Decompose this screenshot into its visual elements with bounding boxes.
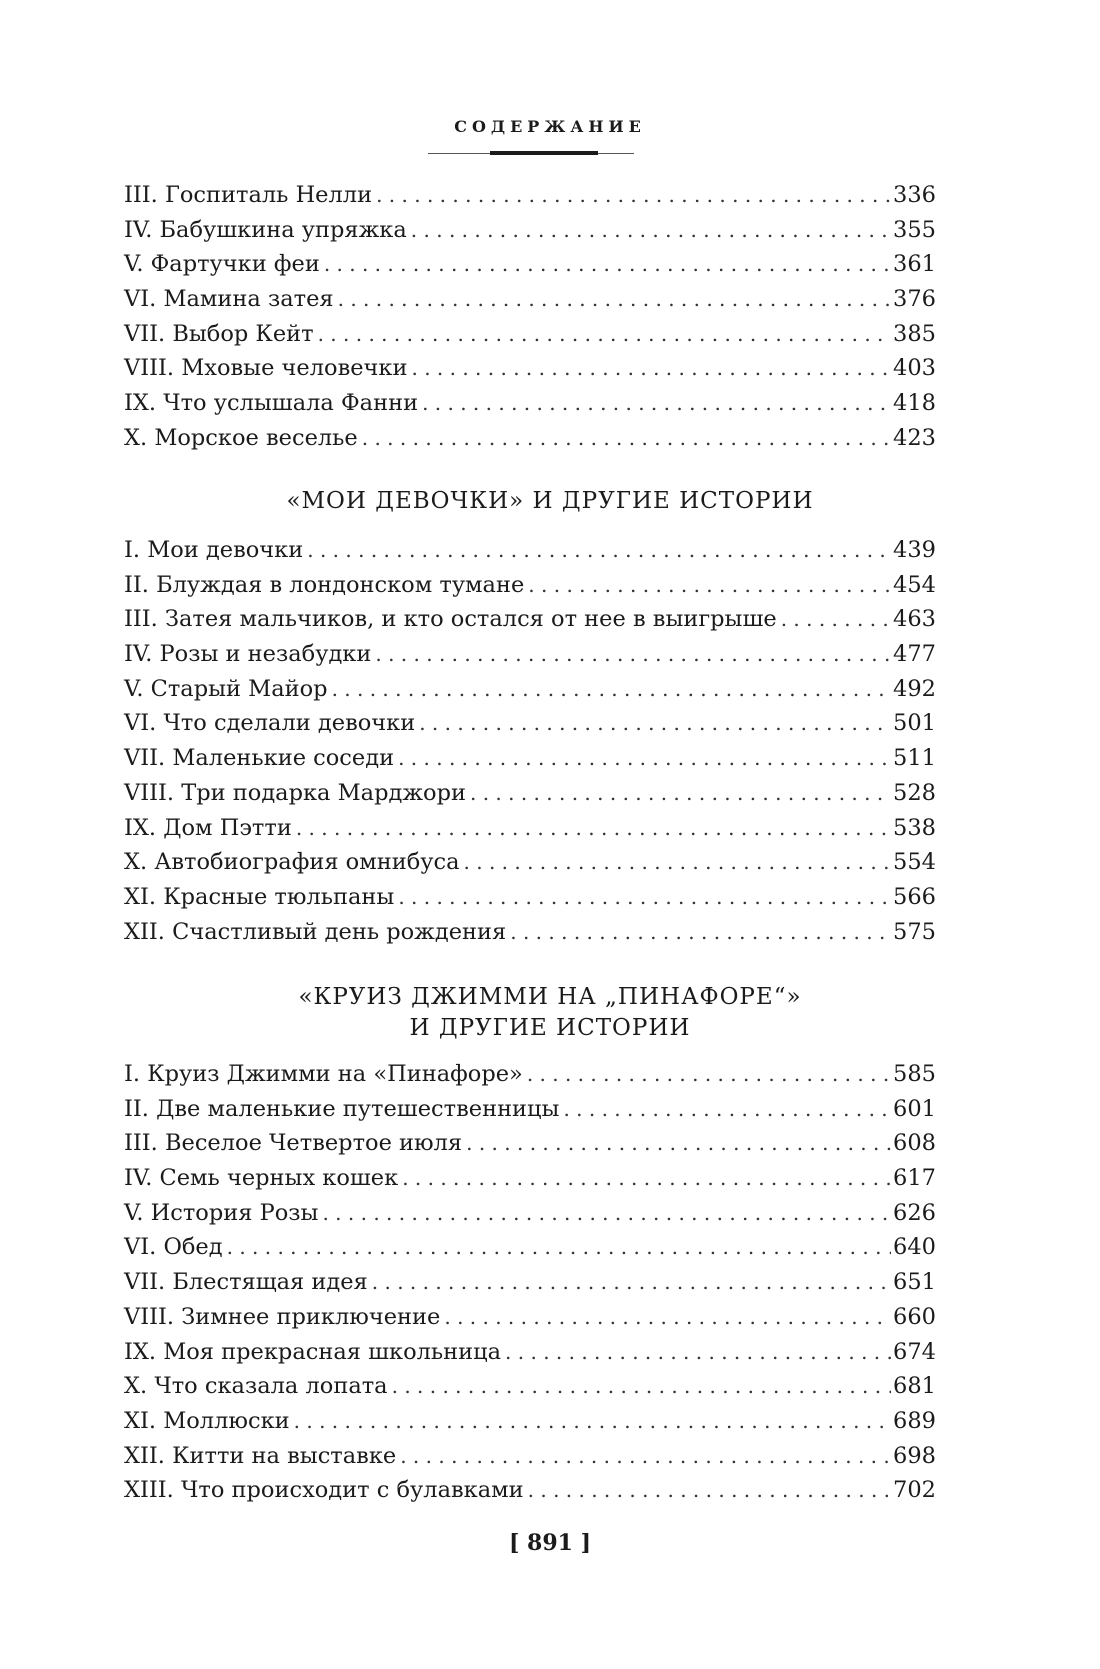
toc-entry-page-number: 376: [893, 286, 936, 313]
toc-entry-page-number: 626: [893, 1199, 936, 1226]
toc-entry: [124, 213, 936, 248]
toc-entry: [124, 880, 936, 915]
toc-dot-leader: [294, 1404, 891, 1439]
toc-entry-title: I. Круиз Джимми на «Пинафоре»: [124, 1061, 523, 1087]
toc-dot-leader: [376, 178, 891, 213]
toc-dot-leader: [296, 811, 891, 846]
toc-entry-title: V. Старый Майор: [124, 675, 328, 702]
section-heading-pinafore-line2: И ДРУГИЕ ИСТОРИИ: [409, 1015, 691, 1041]
toc-dot-leader: [466, 1126, 891, 1161]
toc-entry: [124, 1473, 936, 1508]
running-head: СОДЕРЖАНИЕ: [454, 117, 646, 136]
toc-entry-page-number: 403: [893, 355, 936, 382]
toc-entry-page-number: 511: [893, 745, 936, 772]
toc-entry-title: IV. Розы и незабудки: [124, 641, 372, 668]
toc-entry-title: IX. Моя прекрасная школьница: [124, 1338, 502, 1365]
toc-section-pinafore: [124, 1057, 936, 1508]
toc-dot-leader: [307, 533, 891, 568]
toc-dot-leader: [470, 776, 891, 811]
toc-dot-leader: [464, 845, 892, 880]
toc-entry-title: IX. Дом Пэтти: [124, 814, 292, 841]
toc-entry: [124, 811, 936, 846]
toc-dot-leader: [781, 602, 891, 637]
toc-dot-leader: [402, 1161, 891, 1196]
toc-entry-title: VIII. Зимнее приключение: [124, 1303, 441, 1330]
toc-entry-title: VII. Выбор Кейт: [124, 320, 314, 347]
toc-entry-title: I. Мои девочки: [124, 537, 304, 563]
toc-entry-title: III. Госпиталь Нелли: [124, 182, 373, 208]
toc-entry-page-number: 554: [893, 849, 936, 876]
toc-entry: [124, 1057, 936, 1092]
toc-entry-page-number: 575: [893, 918, 936, 945]
toc-dot-leader: [362, 421, 891, 456]
toc-entry: [124, 1369, 936, 1404]
toc-dot-leader: [505, 1335, 891, 1370]
toc-entry-page-number: 361: [893, 251, 936, 278]
toc-entry: [124, 178, 936, 213]
toc-dot-leader: [411, 213, 891, 248]
toc-dot-leader: [398, 741, 891, 776]
toc-entry-page-number: 336: [893, 182, 936, 208]
toc-entry: [124, 1126, 936, 1161]
toc-dot-leader: [419, 706, 891, 741]
toc-entry-title: IX. Что услышала Фанни: [124, 390, 419, 417]
toc-entry-page-number: 698: [893, 1442, 936, 1469]
toc-entry-title: X. Автобиография омнибуса: [124, 849, 460, 876]
section-heading-pinafore-line1: «КРУИЗ ДЖИММИ НА „ПИНАФОРЕ“»: [298, 984, 802, 1010]
toc-entry-title: VIII. Три подарка Марджори: [124, 779, 466, 806]
toc-entry-title: V. Фартучки феи: [124, 251, 320, 278]
toc-dot-leader: [398, 880, 891, 915]
toc-entry-title: II. Блуждая в лондонском тумане: [124, 571, 525, 598]
toc-entry-page-number: 385: [893, 320, 936, 347]
toc-dot-leader: [528, 1473, 891, 1508]
toc-entry: [124, 533, 936, 568]
toc-entry: [124, 1335, 936, 1370]
toc-entry-title: X. Морское веселье: [124, 424, 358, 451]
toc-entry: [124, 1265, 936, 1300]
toc-entry: [124, 247, 936, 282]
toc-entry-page-number: 702: [893, 1477, 936, 1504]
toc-dot-leader: [400, 1439, 891, 1474]
section-heading-girls: «МОИ ДЕВОЧКИ» И ДРУГИЕ ИСТОРИИ: [286, 488, 814, 514]
toc-dot-leader: [392, 1369, 891, 1404]
toc-entry-title: XI. Моллюски: [124, 1407, 290, 1434]
toc-entry: [124, 602, 936, 637]
toc-dot-leader: [375, 637, 891, 672]
toc-entry: [124, 637, 936, 672]
toc-entry-page-number: 423: [893, 424, 936, 451]
toc-entry: [124, 282, 936, 317]
toc-entry: [124, 351, 936, 386]
toc-entry-page-number: 501: [893, 710, 936, 737]
toc-entry-page-number: 674: [893, 1338, 936, 1365]
toc-entry-page-number: 463: [893, 606, 936, 633]
toc-dot-leader: [444, 1300, 891, 1335]
toc-dot-leader: [227, 1230, 891, 1265]
toc-entry-page-number: 651: [893, 1269, 936, 1296]
toc-entry-page-number: 528: [893, 779, 936, 806]
toc-entry-page-number: 355: [893, 216, 936, 243]
toc-entry: [124, 845, 936, 880]
toc-entry-page-number: 585: [893, 1061, 936, 1087]
toc-dot-leader: [324, 247, 891, 282]
toc-entry: [124, 317, 936, 352]
toc-dot-leader: [563, 1092, 891, 1127]
toc-entry-page-number: 689: [893, 1407, 936, 1434]
toc-entry: [124, 915, 936, 950]
toc-entry-title: VII. Блестящая идея: [124, 1269, 368, 1296]
toc-entry-title: VI. Мамина затея: [124, 286, 334, 313]
toc-entry-page-number: 439: [893, 537, 936, 563]
toc-entry-page-number: 477: [893, 641, 936, 668]
toc-entry-title: V. История Розы: [124, 1199, 319, 1226]
toc-entry-title: II. Две маленькие путешественницы: [124, 1095, 560, 1122]
toc-entry-page-number: 681: [893, 1373, 936, 1400]
toc-entry: [124, 776, 936, 811]
toc-dot-leader: [510, 915, 891, 950]
toc-section-girls: [124, 533, 936, 949]
toc-entry: [124, 421, 936, 456]
toc-entry-title: IV. Бабушкина упряжка: [124, 216, 407, 243]
toc-dot-leader: [322, 1196, 891, 1231]
toc-entry-title: VII. Маленькие соседи: [124, 745, 395, 772]
toc-dot-leader: [422, 386, 891, 421]
toc-entry-title: III. Веселое Четвертое июля: [124, 1130, 463, 1157]
toc-entry-title: IV. Семь черных кошек: [124, 1165, 399, 1192]
toc-entry: [124, 568, 936, 603]
toc-entry-page-number: 660: [893, 1303, 936, 1330]
toc-dot-leader: [332, 672, 891, 707]
toc-entry-title: XI. Красные тюльпаны: [124, 883, 395, 910]
toc-section-top: [124, 178, 936, 456]
toc-dot-leader: [318, 317, 891, 352]
toc-entry-title: XII. Счастливый день рождения: [124, 918, 507, 945]
toc-entry-page-number: 617: [893, 1165, 936, 1192]
toc-entry-title: XIII. Что происходит с булавками: [124, 1477, 524, 1504]
toc-entry: [124, 706, 936, 741]
page-number: [ 891 ]: [508, 1530, 592, 1556]
toc-entry-page-number: 601: [893, 1095, 936, 1122]
toc-entry-page-number: 492: [893, 675, 936, 702]
running-head-rule-accent: [490, 151, 598, 155]
toc-entry: [124, 1439, 936, 1474]
toc-entry-title: XII. Китти на выставке: [124, 1442, 397, 1469]
toc-dot-leader: [411, 351, 891, 386]
toc-entry-title: VIII. Мховые человечки: [124, 355, 408, 382]
toc-entry-page-number: 418: [893, 390, 936, 417]
toc-entry: [124, 1092, 936, 1127]
toc-entry: [124, 1404, 936, 1439]
toc-entry: [124, 386, 936, 421]
toc-dot-leader: [338, 282, 891, 317]
toc-entry-title: VI. Что сделали девочки: [124, 710, 416, 737]
toc-entry: [124, 672, 936, 707]
toc-entry: [124, 741, 936, 776]
toc-entry: [124, 1300, 936, 1335]
toc-entry-page-number: 454: [893, 571, 936, 598]
toc-entry-title: III. Затея мальчиков, и кто остался от нее в выигрыше: [124, 606, 777, 633]
toc-entry-page-number: 538: [893, 814, 936, 841]
toc-dot-leader: [528, 568, 891, 603]
toc-entry: [124, 1196, 936, 1231]
toc-entry-title: VI. Обед: [124, 1234, 223, 1261]
toc-entry-page-number: 608: [893, 1130, 936, 1157]
toc-entry-page-number: 566: [893, 883, 936, 910]
toc-entry: [124, 1161, 936, 1196]
toc-entry-page-number: 640: [893, 1234, 936, 1261]
toc-dot-leader: [527, 1057, 891, 1092]
toc-entry-title: X. Что сказала лопата: [124, 1373, 388, 1400]
toc-entry: [124, 1230, 936, 1265]
toc-dot-leader: [372, 1265, 891, 1300]
